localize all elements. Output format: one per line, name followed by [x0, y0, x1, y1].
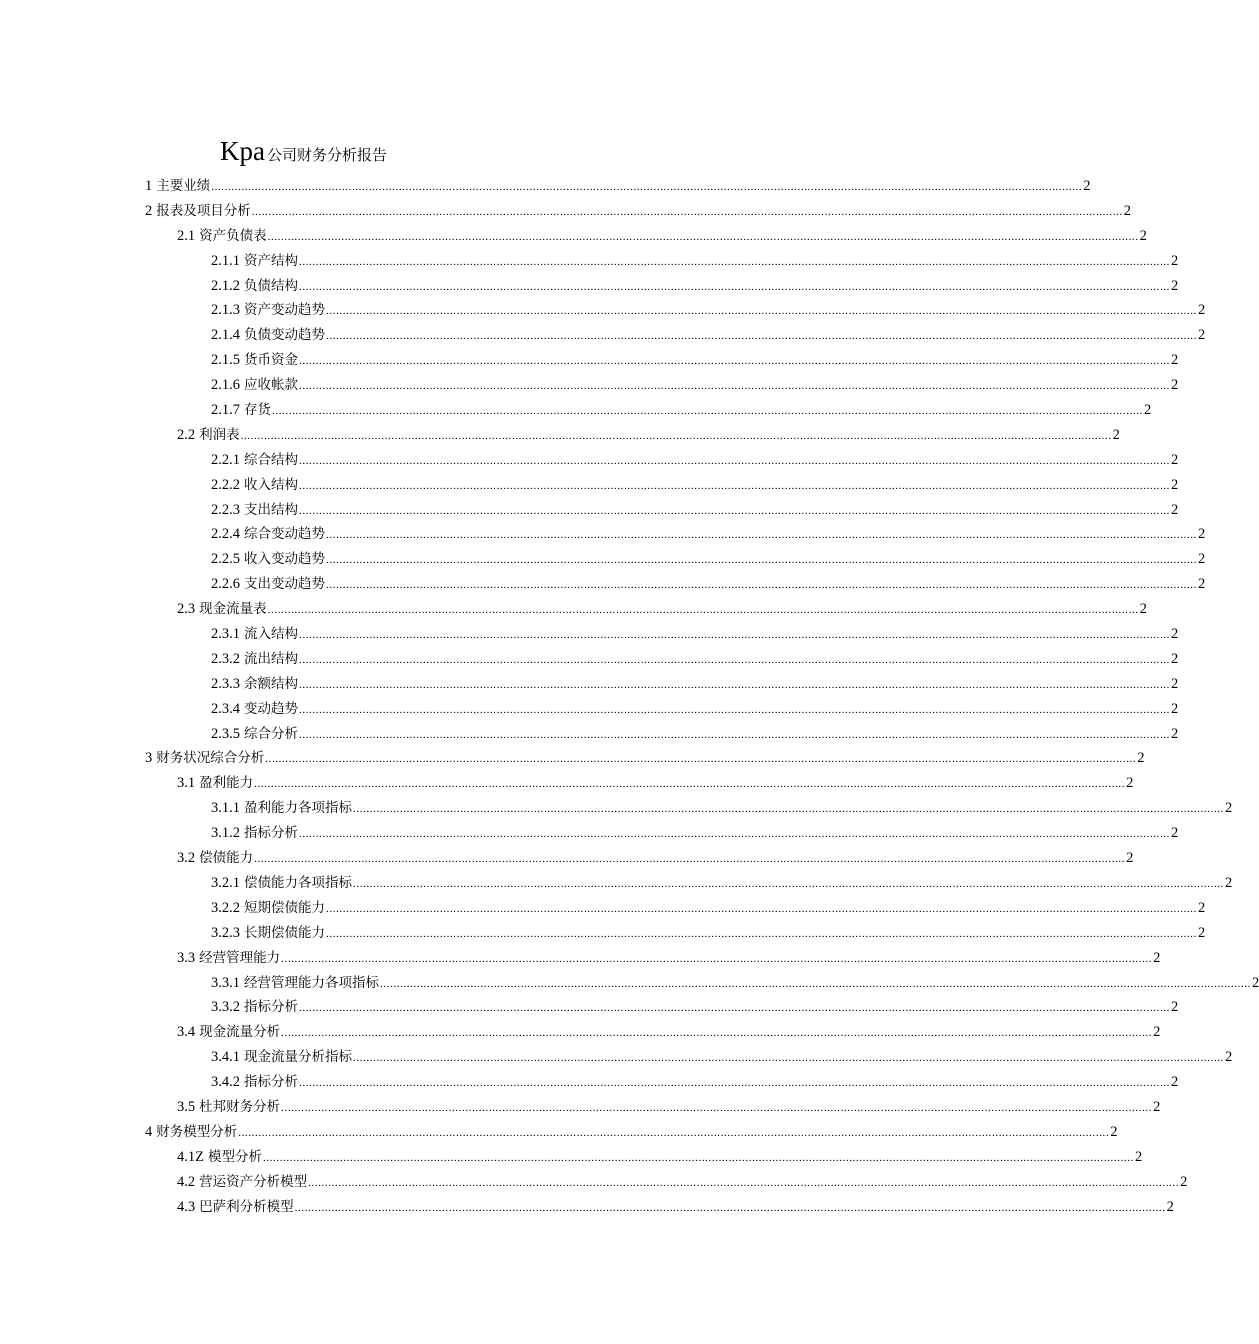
toc-dot-leader: ....................................................................................................................................................................................................................................................................: [299, 629, 1170, 642]
toc-entry-number: 3.1: [177, 775, 196, 792]
toc-entry[interactable]: [145, 796, 1233, 821]
toc-entry[interactable]: [145, 348, 1179, 373]
toc-page-number: 2: [1153, 1024, 1161, 1041]
toc-entry[interactable]: [145, 498, 1179, 523]
toc-entry[interactable]: [145, 846, 1134, 871]
toc-entry-title: 收入结构: [244, 476, 298, 493]
toc-entry-number: 2.1.4: [211, 327, 240, 344]
toc-entry[interactable]: [145, 746, 1145, 771]
toc-entry-title: 利润表: [199, 426, 240, 443]
toc-entry-number: 2.2.3: [211, 501, 240, 518]
toc-dot-leader: ....................................................................................................................................................................................................................................................................: [308, 1176, 1180, 1189]
toc-entry[interactable]: [145, 622, 1179, 647]
toc-page-number: 2: [1198, 576, 1206, 593]
toc-entry[interactable]: [145, 448, 1179, 473]
toc-page-number: 2: [1112, 426, 1120, 443]
toc-entry-title: 综合分析: [244, 725, 298, 742]
toc-entry-title: 负债结构: [244, 277, 298, 294]
toc-entry[interactable]: [145, 697, 1179, 722]
toc-page-number: 2: [1171, 700, 1179, 717]
toc-entry-title: 杜邦财务分析: [199, 1098, 281, 1115]
toc-entry-number: 2.3.1: [211, 626, 240, 643]
toc-entry-number: 2.2.2: [211, 476, 240, 493]
toc-entry-number: 3.2.2: [211, 899, 240, 916]
toc-dot-leader: ....................................................................................................................................................................................................................................................................: [326, 305, 1197, 318]
toc-dot-leader: ....................................................................................................................................................................................................................................................................: [299, 280, 1170, 293]
toc-entry-title: 资产变动趋势: [244, 302, 325, 319]
toc-entry-number: 4: [145, 1123, 153, 1140]
toc-dot-leader: ....................................................................................................................................................................................................................................................................: [353, 877, 1224, 890]
toc-entry[interactable]: [145, 174, 1091, 199]
toc-entry-number: 2.2.6: [211, 576, 240, 593]
toc-entry[interactable]: [145, 1145, 1143, 1170]
toc-dot-leader: ....................................................................................................................................................................................................................................................................: [281, 1027, 1153, 1040]
toc-entry[interactable]: [145, 473, 1179, 498]
toc-entry-number: 4.1Z: [177, 1148, 204, 1165]
toc-dot-leader: ....................................................................................................................................................................................................................................................................: [299, 1077, 1170, 1090]
toc-page-number: 2: [1171, 626, 1179, 643]
toc-dot-leader: ....................................................................................................................................................................................................................................................................: [299, 380, 1170, 393]
toc-entry-number: 2.1.3: [211, 302, 240, 319]
toc-entry[interactable]: [145, 1195, 1174, 1220]
toc-entry[interactable]: [145, 722, 1179, 747]
toc-page-number: 2: [1171, 725, 1179, 742]
toc-page-number: 2: [1198, 899, 1206, 916]
toc-entry-number: 2.2.4: [211, 526, 240, 543]
toc-page-number: 2: [1171, 1074, 1179, 1091]
toc-entry-number: 2.1.1: [211, 252, 240, 269]
toc-page-number: 2: [1139, 601, 1147, 618]
toc-entry-number: 3.2.1: [211, 874, 240, 891]
toc-dot-leader: ....................................................................................................................................................................................................................................................................: [299, 828, 1170, 841]
toc-dot-leader: ....................................................................................................................................................................................................................................................................: [299, 454, 1170, 467]
toc-entry-title: 偿债能力: [199, 850, 254, 867]
toc-page-number: 2: [1126, 850, 1134, 867]
toc-entry-title: 流出结构: [244, 650, 298, 667]
toc-entry[interactable]: [145, 547, 1206, 572]
toc-entry-title: 财务模型分析: [156, 1123, 238, 1140]
toc-entry-number: 2.1.2: [211, 277, 240, 294]
toc-entry-title: 指标分析: [244, 999, 298, 1016]
toc-entry-number: 3.2: [177, 850, 196, 867]
toc-entry-number: 2.2.1: [211, 451, 240, 468]
toc-entry[interactable]: [145, 647, 1179, 672]
toc-entry-title: 经营管理能力: [199, 949, 281, 966]
toc-entry[interactable]: [145, 672, 1179, 697]
toc-entry-title: 流入结构: [244, 626, 298, 643]
toc-page-number: 2: [1123, 202, 1131, 219]
toc-entry[interactable]: [145, 1045, 1233, 1070]
toc-page-number: 2: [1171, 825, 1179, 842]
toc-entry-number: 4.2: [177, 1173, 196, 1190]
toc-entry[interactable]: [145, 1095, 1161, 1120]
toc-dot-leader: ....................................................................................................................................................................................................................................................................: [353, 1052, 1224, 1065]
toc-entry-title: 余额结构: [244, 675, 298, 692]
toc-page-number: 2: [1110, 1123, 1118, 1140]
toc-entry-title: 综合结构: [244, 451, 298, 468]
toc-entry-number: 3.4: [177, 1024, 196, 1041]
toc-entry-number: 4.3: [177, 1198, 196, 1215]
toc-page-number: 2: [1153, 949, 1161, 966]
toc-entry-title: 指标分析: [244, 825, 298, 842]
toc-entry-number: 3.5: [177, 1098, 196, 1115]
toc-entry-title: 应收帐款: [244, 377, 298, 394]
toc-page-number: 2: [1171, 999, 1179, 1016]
toc-page-number: 2: [1171, 650, 1179, 667]
toc-entry[interactable]: [145, 921, 1206, 946]
toc-entry-title: 资产负债表: [199, 227, 267, 244]
toc-page-number: 2: [1171, 476, 1179, 493]
toc-entry-number: 3.3.1: [211, 974, 240, 991]
toc-entry[interactable]: [145, 249, 1179, 274]
toc-page-number: 2: [1171, 252, 1179, 269]
toc-dot-leader: ....................................................................................................................................................................................................................................................................: [299, 479, 1170, 492]
toc-dot-leader: ....................................................................................................................................................................................................................................................................: [254, 778, 1126, 791]
toc-entry[interactable]: [145, 323, 1206, 348]
toc-page-number: 2: [1153, 1098, 1161, 1115]
toc-entry-number: 2.3.2: [211, 650, 240, 667]
toc-entry[interactable]: [145, 871, 1233, 896]
toc-page-number: 2: [1126, 775, 1134, 792]
toc-page-number: 2: [1252, 974, 1259, 991]
toc-entry[interactable]: [145, 199, 1131, 224]
toc-entry-number: 1: [145, 178, 153, 194]
toc-dot-leader: ....................................................................................................................................................................................................................................................................: [326, 330, 1197, 343]
toc-entry-title: 现金流量分析指标: [244, 1049, 352, 1066]
toc-dot-leader: ....................................................................................................................................................................................................................................................................: [299, 703, 1170, 716]
toc-entry[interactable]: [145, 224, 1147, 249]
toc-entry-title: 营运资产分析模型: [199, 1173, 308, 1190]
toc-entry-title: 综合变动趋势: [244, 526, 325, 543]
toc-entry[interactable]: [145, 1120, 1118, 1145]
toc-entry-number: 3.4.1: [211, 1049, 240, 1066]
toc-entry[interactable]: [145, 1070, 1179, 1095]
toc-page-number: 2: [1225, 1049, 1233, 1066]
title-latin: Kpa: [220, 136, 265, 166]
toc-entry-number: 2.3.4: [211, 700, 240, 717]
toc-entry-title: 偿债能力各项指标: [244, 874, 352, 891]
toc-entry[interactable]: [145, 298, 1206, 323]
toc-entry-title: 主要业绩: [156, 178, 211, 194]
toc-dot-leader: ....................................................................................................................................................................................................................................................................: [380, 977, 1251, 990]
toc-page-number: 2: [1198, 551, 1206, 568]
toc-entry[interactable]: [145, 1170, 1188, 1195]
toc-page-number: 2: [1198, 526, 1206, 543]
toc-entry-title: 巴萨利分析模型: [199, 1198, 294, 1215]
toc-dot-leader: ....................................................................................................................................................................................................................................................................: [326, 529, 1197, 542]
toc-entry-title: 盈利能力各项指标: [244, 800, 352, 817]
toc-entry-number: 3.3: [177, 949, 196, 966]
toc-entry-number: 2.1.5: [211, 352, 240, 369]
toc-entry[interactable]: [145, 572, 1206, 597]
toc-entry-number: 3.1.2: [211, 825, 240, 842]
toc-entry-number: 2: [145, 202, 153, 219]
toc-dot-leader: ....................................................................................................................................................................................................................................................................: [240, 429, 1112, 442]
toc-entry-title: 模型分析: [207, 1148, 262, 1165]
toc-dot-leader: ....................................................................................................................................................................................................................................................................: [267, 230, 1139, 243]
toc-entry-title: 盈利能力: [199, 775, 254, 792]
toc-dot-leader: ....................................................................................................................................................................................................................................................................: [251, 205, 1123, 218]
toc-entry[interactable]: [145, 597, 1147, 622]
toc-dot-leader: ....................................................................................................................................................................................................................................................................: [294, 1201, 1166, 1214]
toc-entry-title: 收入变动趋势: [244, 551, 325, 568]
toc-page-number: 2: [1083, 178, 1091, 194]
toc-dot-leader: ....................................................................................................................................................................................................................................................................: [326, 927, 1197, 940]
toc-dot-leader: ....................................................................................................................................................................................................................................................................: [299, 355, 1170, 368]
toc-dot-leader: ....................................................................................................................................................................................................................................................................: [326, 902, 1197, 915]
toc-entry-title: 货币资金: [244, 352, 298, 369]
toc-dot-leader: ....................................................................................................................................................................................................................................................................: [254, 853, 1126, 866]
toc-entry-number: 2.3.5: [211, 725, 240, 742]
toc-entry-number: 2.1: [177, 227, 196, 244]
toc-dot-leader: ....................................................................................................................................................................................................................................................................: [299, 728, 1170, 741]
toc-dot-leader: ....................................................................................................................................................................................................................................................................: [265, 753, 1137, 766]
toc-entry-title: 资产结构: [244, 252, 298, 269]
toc-entry[interactable]: [145, 398, 1152, 423]
toc-dot-leader: ....................................................................................................................................................................................................................................................................: [262, 1151, 1134, 1164]
toc-entry-number: 3.4.2: [211, 1074, 240, 1091]
toc-entry-number: 2.2.5: [211, 551, 240, 568]
toc-entry-title: 短期偿债能力: [244, 899, 325, 916]
toc-page-number: 2: [1198, 924, 1206, 941]
toc-page-number: 2: [1171, 675, 1179, 692]
toc-page-number: 2: [1225, 800, 1233, 817]
toc-page-number: 2: [1180, 1173, 1188, 1190]
toc-entry-number: 2.1.7: [211, 402, 240, 419]
toc-dot-leader: ....................................................................................................................................................................................................................................................................: [281, 952, 1153, 965]
toc-entry[interactable]: [145, 946, 1161, 971]
toc-page-number: 2: [1198, 302, 1206, 319]
toc-page-number: 2: [1166, 1198, 1174, 1215]
toc-dot-leader: ....................................................................................................................................................................................................................................................................: [299, 678, 1170, 691]
document-title: [220, 134, 387, 172]
table-of-contents: [145, 174, 1259, 1219]
toc-entry-number: 2.2: [177, 426, 196, 443]
toc-page-number: 2: [1137, 750, 1145, 767]
toc-entry-title: 财务状况综合分析: [156, 750, 265, 767]
toc-entry-title: 指标分析: [244, 1074, 298, 1091]
toc-dot-leader: ....................................................................................................................................................................................................................................................................: [299, 1002, 1170, 1015]
toc-entry[interactable]: [145, 971, 1259, 996]
toc-entry[interactable]: [145, 1020, 1161, 1045]
toc-page-number: 2: [1144, 402, 1152, 419]
toc-dot-leader: ....................................................................................................................................................................................................................................................................: [326, 554, 1197, 567]
toc-page-number: 2: [1139, 227, 1147, 244]
toc-page-number: 2: [1198, 327, 1206, 344]
toc-entry-number: 3.3.2: [211, 999, 240, 1016]
toc-entry[interactable]: [145, 522, 1206, 547]
toc-page-number: 2: [1171, 352, 1179, 369]
toc-entry[interactable]: [145, 373, 1179, 398]
toc-entry-title: 现金流量分析: [199, 1024, 281, 1041]
toc-entry-title: 经营管理能力各项指标: [244, 974, 379, 991]
toc-entry-title: 负债变动趋势: [244, 327, 325, 344]
toc-entry-number: 3: [145, 750, 153, 767]
toc-dot-leader: ....................................................................................................................................................................................................................................................................: [281, 1101, 1153, 1114]
toc-entry-title: 支出结构: [244, 501, 298, 518]
toc-dot-leader: ....................................................................................................................................................................................................................................................................: [238, 1126, 1110, 1139]
toc-entry[interactable]: [145, 896, 1206, 921]
toc-entry-number: 3.1.1: [211, 800, 240, 817]
toc-entry-number: 2.3.3: [211, 675, 240, 692]
toc-entry[interactable]: [145, 274, 1179, 299]
toc-entry[interactable]: [145, 771, 1134, 796]
toc-page-number: 2: [1171, 501, 1179, 518]
title-cjk: 公司财务分析报告: [266, 146, 387, 164]
toc-entry-number: 2.3: [177, 601, 196, 618]
toc-dot-leader: ....................................................................................................................................................................................................................................................................: [299, 504, 1170, 517]
toc-entry-title: 长期偿债能力: [244, 924, 325, 941]
toc-entry-title: 现金流量表: [199, 601, 267, 618]
toc-dot-leader: ....................................................................................................................................................................................................................................................................: [299, 653, 1170, 666]
toc-dot-leader: ....................................................................................................................................................................................................................................................................: [211, 181, 1083, 193]
toc-dot-leader: ....................................................................................................................................................................................................................................................................: [299, 255, 1170, 268]
toc-entry-title: 支出变动趋势: [244, 576, 325, 593]
toc-entry-title: 存货: [244, 402, 271, 419]
toc-page-number: 2: [1225, 874, 1233, 891]
toc-entry-title: 报表及项目分析: [156, 202, 251, 219]
toc-entry-number: 2.1.6: [211, 377, 240, 394]
toc-dot-leader: ....................................................................................................................................................................................................................................................................: [267, 604, 1139, 617]
toc-entry[interactable]: [145, 821, 1179, 846]
toc-dot-leader: ....................................................................................................................................................................................................................................................................: [353, 803, 1224, 816]
toc-page-number: 2: [1171, 277, 1179, 294]
toc-entry-title: 变动趋势: [244, 700, 298, 717]
toc-page-number: 2: [1134, 1148, 1143, 1165]
toc-page-number: 2: [1171, 451, 1179, 468]
toc-entry[interactable]: [145, 995, 1179, 1020]
toc-entry[interactable]: [145, 423, 1120, 448]
toc-dot-leader: ....................................................................................................................................................................................................................................................................: [272, 405, 1143, 418]
toc-entry-number: 3.2.3: [211, 924, 240, 941]
toc-dot-leader: ....................................................................................................................................................................................................................................................................: [326, 579, 1197, 592]
toc-page-number: 2: [1171, 377, 1179, 394]
